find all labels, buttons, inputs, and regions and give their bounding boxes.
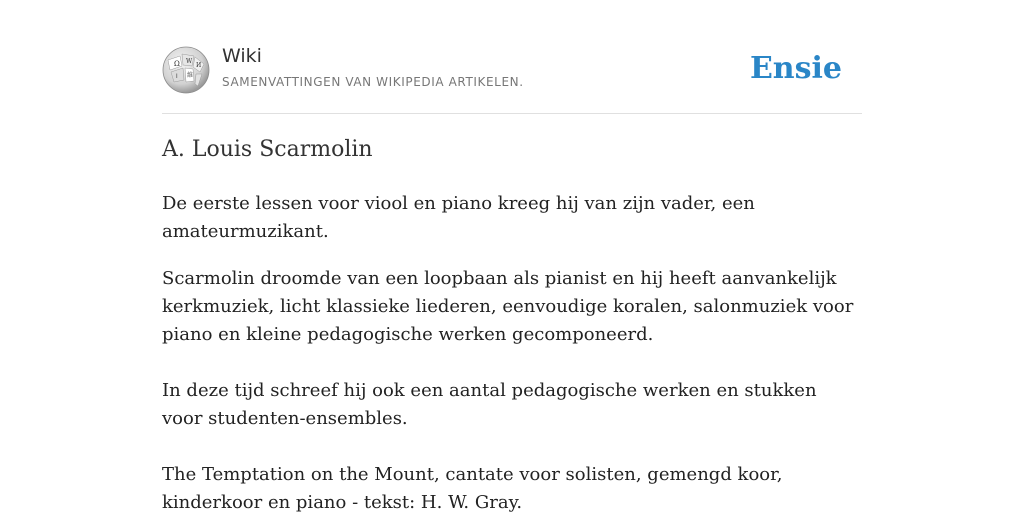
svg-text:И: И <box>196 62 202 69</box>
article-content <box>162 190 862 512</box>
site-title[interactable]: Wiki <box>222 45 262 67</box>
svg-text:Ω: Ω <box>174 60 180 68</box>
wikipedia-globe-icon[interactable] <box>162 46 210 94</box>
svg-text:W: W <box>186 58 193 65</box>
site-header <box>162 0 862 114</box>
article-paragraph: De eerste lessen voor viool en piano kreeg hij van zijn vader, een amateurmuzikant. <box>162 193 755 242</box>
article-paragraph: Scarmolin droomde van een loopbaan als pianist en hij heeft aanvankelijk kerkmuziek, licht klassieke liederen, eenvoudige koralen, salonmuziek voor piano en kleine pedagogische werken gecomponeerd. <box>162 268 854 345</box>
article-title: A. Louis Scarmolin <box>162 137 373 162</box>
ensie-brand-link[interactable]: Ensie <box>749 51 842 86</box>
site-tagline: SAMENVATTINGEN VAN WIKIPEDIA ARTIKELEN. <box>222 75 524 89</box>
svg-text:ا: ا <box>176 73 178 80</box>
article-paragraph: In deze tijd schreef hij ook een aantal pedagogische werken en stukken voor studenten-ensembles. <box>162 380 817 429</box>
page-container <box>162 0 862 512</box>
svg-text:維: 維 <box>187 72 194 79</box>
article-paragraph: The Temptation on the Mount, cantate voor solisten, gemengd koor, kinderkoor en piano - tekst: H. W. Gray. <box>162 464 783 512</box>
